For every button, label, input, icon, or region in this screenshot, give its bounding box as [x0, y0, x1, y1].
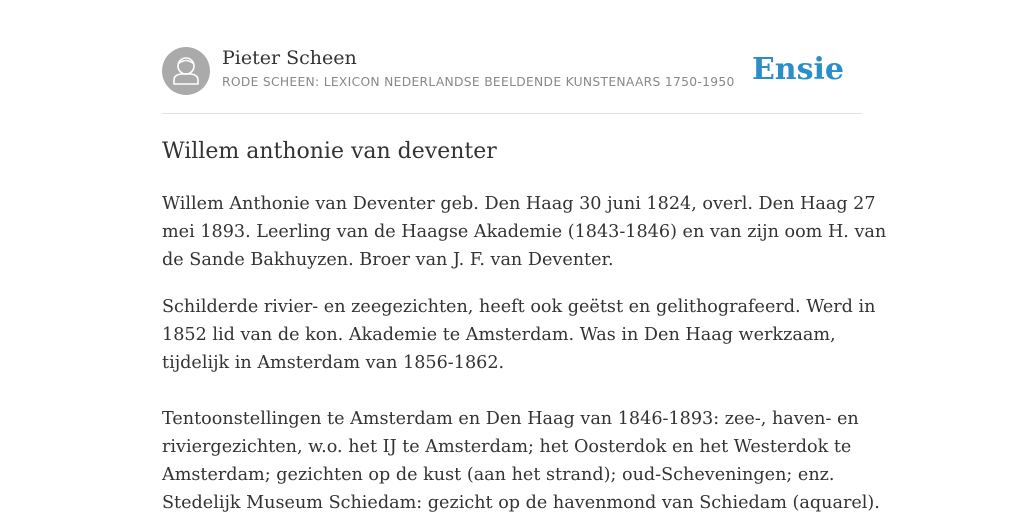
header-divider — [162, 113, 862, 114]
text-line: Schilderde rivier- en zeegezichten, heeft ook geëtst en gelithografeerd. Werd in — [162, 297, 876, 317]
text-line: Amsterdam; gezichten op de kust (aan het strand); oud-Scheveningen; enz. — [162, 465, 835, 485]
text-line: de Sande Bakhuyzen. Broer van J. F. van Deventer. — [162, 250, 614, 270]
user-icon — [162, 47, 210, 95]
article-paragraph — [162, 190, 886, 274]
text-line: riviergezichten, w.o. het IJ te Amsterdam; het Oosterdok en het Westerdok te — [162, 437, 852, 457]
text-line: mei 1893. Leerling van de Haagse Akademie (1843-1846) en van zijn oom H. van — [162, 222, 887, 242]
text-line: Willem Anthonie van Deventer geb. Den Haag 30 juni 1824, overl. Den Haag 27 — [162, 194, 876, 214]
article-paragraph — [162, 405, 880, 517]
author-header — [162, 47, 862, 95]
article-title: Willem anthonie van deventer — [162, 139, 497, 164]
text-line: Stedelijk Museum Schiedam: gezicht op de havenmond van Schiedam (aquarel). — [162, 493, 880, 513]
text-line: Tentoonstellingen te Amsterdam en Den Haag van 1846-1893: zee-, haven- en — [162, 409, 859, 429]
author-avatar[interactable] — [162, 47, 210, 95]
source-label[interactable]: RODE SCHEEN: LEXICON NEDERLANDSE BEELDENDE KUNSTENAARS 1750-1950 — [222, 75, 735, 89]
text-line: tijdelijk in Amsterdam van 1856-1862. — [162, 353, 505, 373]
ensie-logo[interactable]: Ensie — [751, 52, 844, 87]
author-name[interactable]: Pieter Scheen — [222, 47, 357, 69]
article-paragraph — [162, 293, 876, 377]
text-line: 1852 lid van de kon. Akademie te Amsterdam. Was in Den Haag werkzaam, — [162, 325, 836, 345]
